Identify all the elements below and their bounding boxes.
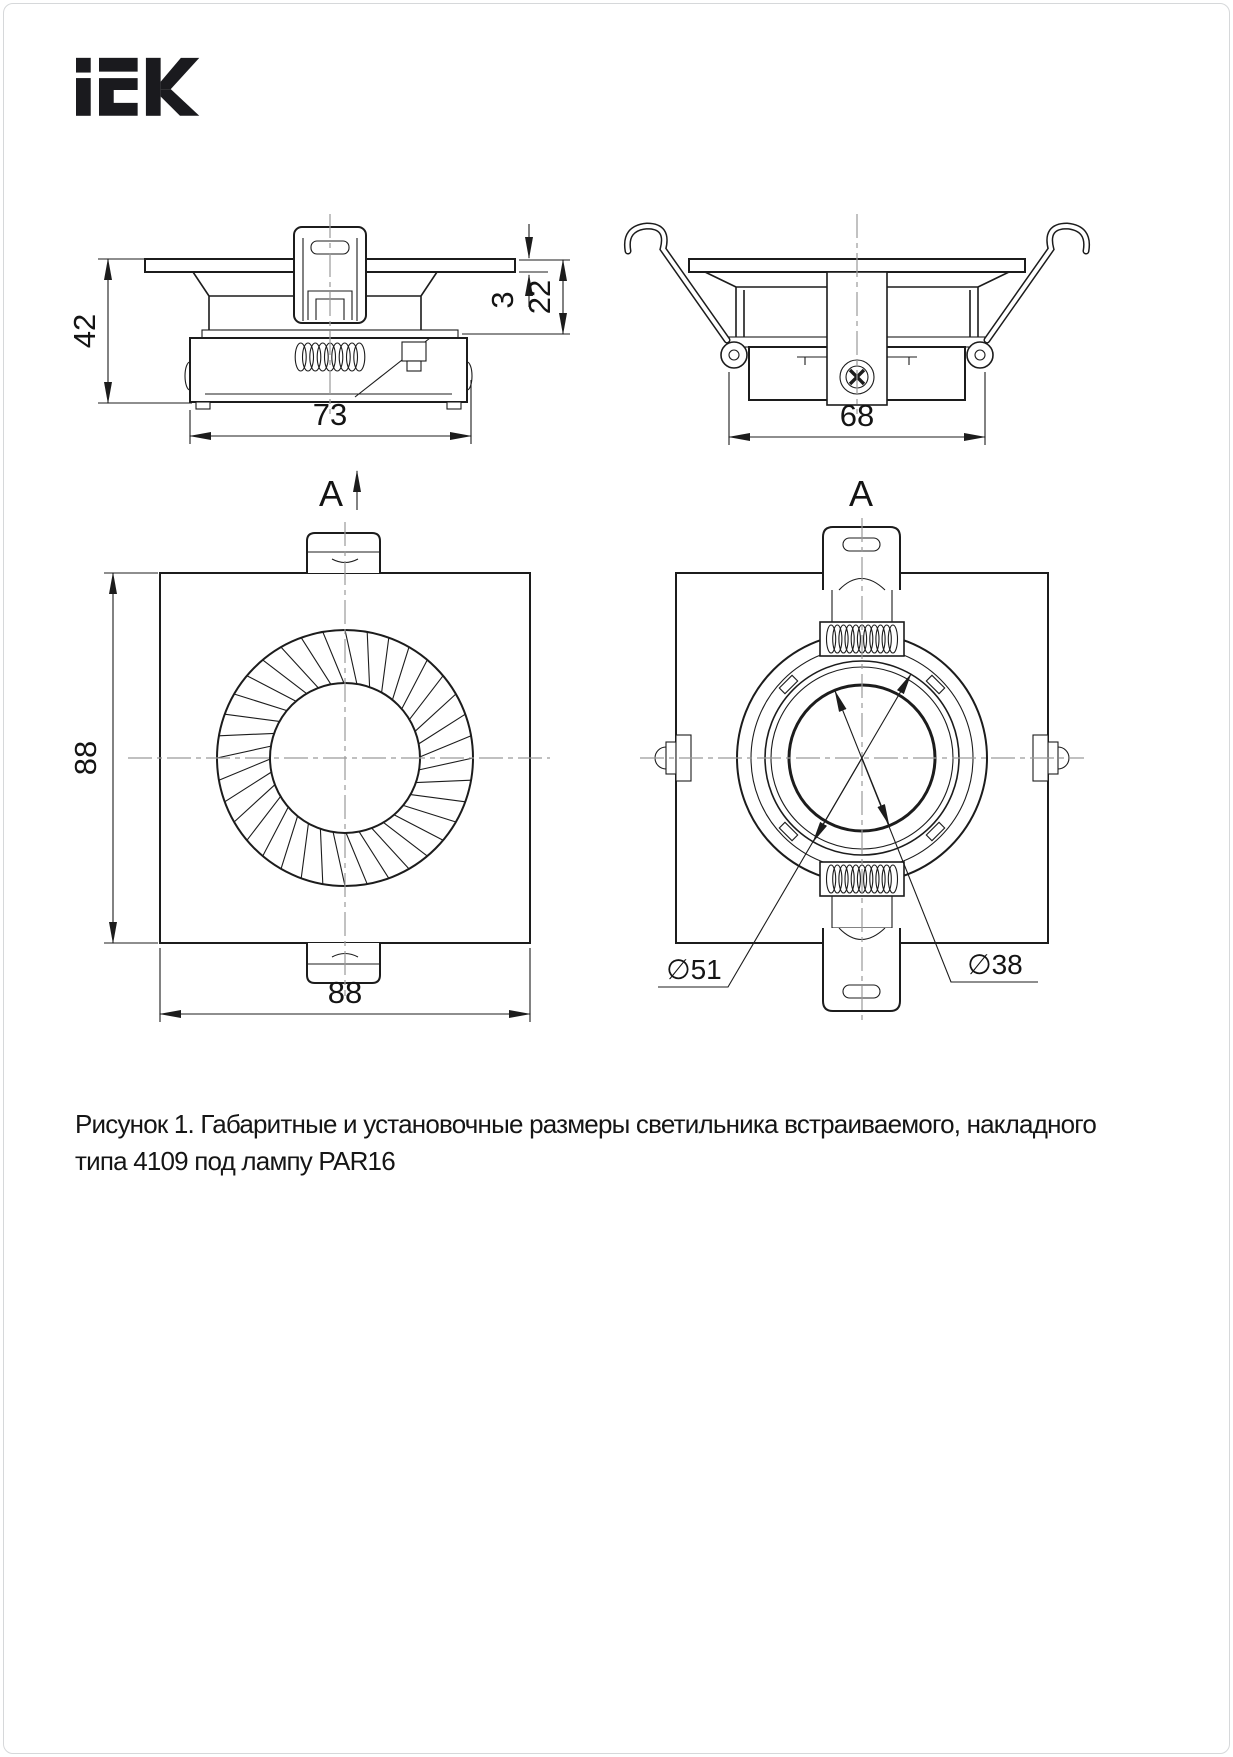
logo-k-upper bbox=[161, 58, 200, 89]
logo-k-lower bbox=[161, 89, 200, 116]
dim-label-88-h: 88 bbox=[327, 975, 363, 1010]
view-a-label: A bbox=[848, 473, 874, 514]
view-side-recessed bbox=[67, 214, 570, 444]
dim-label-42: 42 bbox=[67, 313, 102, 349]
caption-line-2: типа 4109 под лампу PAR16 bbox=[75, 1146, 395, 1176]
view-a-direction-marker bbox=[319, 471, 357, 514]
view-side-installed bbox=[627, 214, 1086, 445]
view-a-direction-label: A bbox=[318, 473, 344, 514]
logo-i-dot bbox=[76, 58, 91, 73]
dim-label-d38: ∅38 bbox=[967, 949, 1023, 980]
top-tab bbox=[307, 533, 380, 573]
dim-label-22: 22 bbox=[522, 279, 557, 315]
view-front bbox=[68, 522, 550, 1022]
logo-e-body bbox=[99, 78, 138, 116]
dim-depth-22 bbox=[522, 260, 563, 334]
latch-foot bbox=[407, 361, 421, 371]
logo-k-stem bbox=[146, 58, 161, 116]
dim-flange-3 bbox=[462, 224, 570, 334]
dim-height-42 bbox=[67, 259, 192, 403]
dim-label-3: 3 bbox=[485, 291, 520, 309]
logo-i-stem bbox=[76, 78, 91, 116]
iek-logo bbox=[76, 58, 199, 116]
dim-label-d51: ∅51 bbox=[666, 954, 722, 985]
foot-left bbox=[196, 402, 210, 409]
logo-e-top bbox=[99, 58, 138, 72]
spring-arm-right bbox=[987, 226, 1087, 340]
caption-line-1: Рисунок 1. Габаритные и установочные размеры светильника встраиваемого, накладного bbox=[75, 1109, 1097, 1139]
view-rear bbox=[640, 473, 1084, 1022]
latch-block bbox=[402, 342, 426, 361]
spring-loop-right bbox=[967, 342, 993, 368]
dim-label-88-v: 88 bbox=[68, 740, 103, 776]
spring-loop-left bbox=[721, 342, 747, 368]
dim-label-68: 68 bbox=[839, 398, 875, 433]
figure-caption bbox=[75, 1106, 1175, 1180]
foot-right bbox=[447, 402, 461, 409]
spring-arm-left bbox=[627, 226, 727, 340]
dim-label-73: 73 bbox=[312, 397, 348, 432]
